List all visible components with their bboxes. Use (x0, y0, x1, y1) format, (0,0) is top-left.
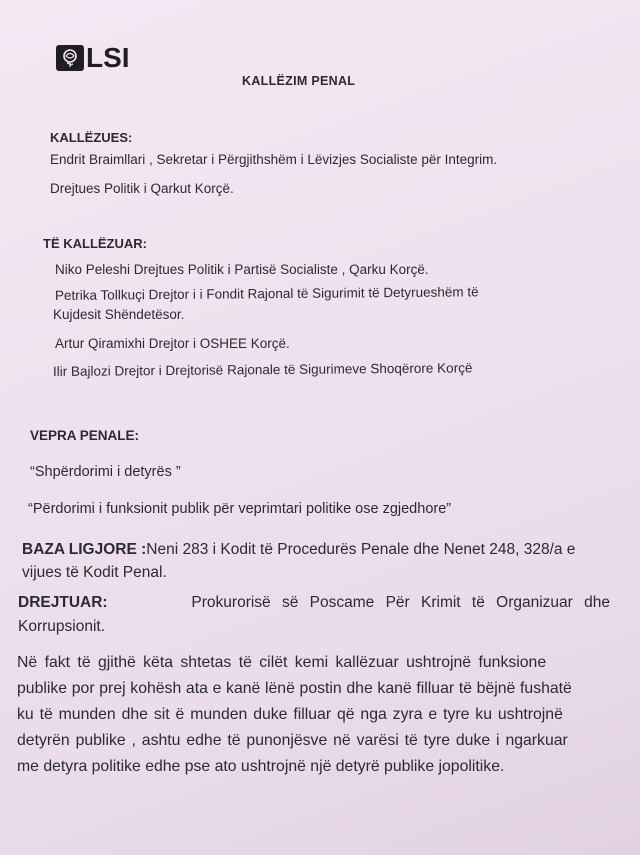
section-heading-vepra-penale: VEPRA PENALE: (30, 428, 140, 443)
section-heading-kallezues: KALLËZUES: (50, 130, 133, 145)
te-kallezuar-line: Niko Peleshi Drejtues Politik i Partisë Socialiste , Qarku Korçë. (55, 262, 429, 277)
paragraph-line: detyrën publike , ashtu edhe të punonjësve në varësi të tyre duke i ngarkuar (17, 732, 568, 749)
drejtuar-line-2: Korrupsionit. (18, 618, 106, 635)
lsi-logo (56, 44, 130, 72)
paragraph-line: ku të munden dhe sit ë munden duke filluar që nga zyra e tyre ku ushtrojnë (17, 706, 563, 723)
drejtuar-text: Prokurorisë së Poscame Për Krimit të Organizuar dhe (191, 594, 610, 611)
document-title: KALLËZIM PENAL (242, 74, 356, 88)
kallezues-line: Endrit Braimllari , Sekretar i Përgjithshëm i Lëvizjes Socialiste për Integrim. (50, 152, 498, 167)
te-kallezuar-line: Petrika Tollkuçi Drejtor i i Fondit Rajonal të Sigurimit të Detyrueshëm të (54, 284, 479, 303)
paragraph-line: publike por prej kohësh ata e kanë lënë postin dhe kanë filluar të bëjnë fushatë (17, 680, 572, 697)
baza-ligjore-text: Neni 283 i Kodit të Procedurës Penale dhe Nenet 248, 328/a e (146, 541, 576, 558)
te-kallezuar-line: Kujdesit Shëndetësor. (53, 307, 185, 322)
section-heading-te-kallezuar: TË KALLËZUAR: (43, 236, 147, 251)
kallezues-line: Drejtues Politik i Qarkut Korçë. (50, 181, 234, 196)
vepra-penale-line: “Shpërdorimi i detyrës ” (30, 464, 181, 480)
baza-ligjore-label: BAZA LIGJORE : (22, 541, 147, 558)
te-kallezuar-line: Ilir Bajlozi Drejtor i Drejtorisë Rajonale të Sigurimeve Shoqërore Korçë (52, 360, 473, 379)
paragraph-line: me detyra politike edhe pse ato ushtrojnë një detyrë publike jopolitike. (17, 758, 505, 775)
rose-icon (56, 45, 84, 71)
baza-ligjore-line-2: vijues të Kodit Penal. (22, 564, 167, 581)
vepra-penale-line: “Përdorimi i funksionit publik për veprimtari politike ose zgjedhore” (28, 501, 452, 517)
drejtuar-line (18, 594, 610, 612)
te-kallezuar-line: Artur Qiramixhi Drejtor i OSHEE Korçë. (55, 336, 290, 351)
paragraph-line: Në fakt të gjithë këta shtetas të cilët kemi kallëzuar ushtrojnë funksione (17, 654, 547, 671)
drejtuar-label: DREJTUAR: (18, 594, 108, 611)
baza-ligjore-line (22, 541, 575, 559)
logo-text: LSI (86, 42, 130, 73)
